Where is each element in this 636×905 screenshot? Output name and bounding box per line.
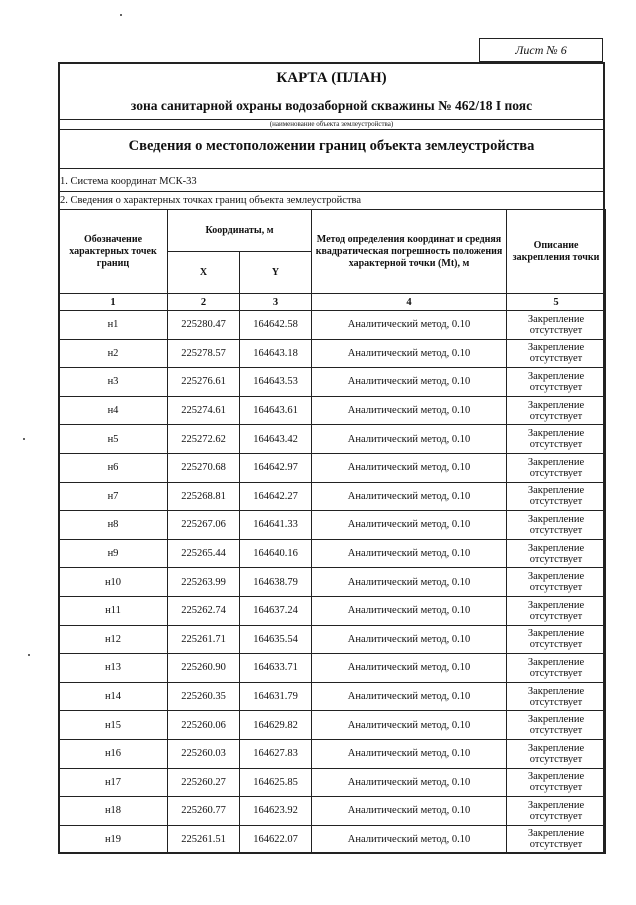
method-cell: Аналитический метод, 0.10	[312, 596, 507, 625]
point-id: н4	[59, 396, 168, 425]
document-subtitle: зона санитарной охраны водозаборной скважины № 462/18 I пояс	[130, 98, 533, 113]
fixing-description: Закрепление отсутствует	[507, 311, 606, 340]
x-coordinate: 225274.61	[168, 396, 240, 425]
fixing-description: Закрепление отсутствует	[507, 425, 606, 454]
x-coordinate: 225268.81	[168, 482, 240, 511]
point-id: н5	[59, 425, 168, 454]
y-coordinate: 164642.27	[240, 482, 312, 511]
fixing-description: Закрепление отсутствует	[507, 797, 606, 826]
fixing-description: Закрепление отсутствует	[507, 396, 606, 425]
divider	[58, 168, 605, 169]
point-id: н15	[59, 711, 168, 740]
y-coordinate: 164638.79	[240, 568, 312, 597]
table-row	[59, 396, 606, 425]
fixing-description: Закрепление отсутствует	[507, 739, 606, 768]
sheet-number-label: Лист № 6	[479, 38, 603, 62]
column-number: 3	[240, 294, 312, 311]
points-table	[58, 209, 606, 854]
point-id: н14	[59, 682, 168, 711]
table-row	[59, 625, 606, 654]
method-cell: Аналитический метод, 0.10	[312, 825, 507, 854]
point-id: н8	[59, 511, 168, 540]
point-id: н2	[59, 339, 168, 368]
x-coordinate: 225260.03	[168, 739, 240, 768]
table-row	[59, 682, 606, 711]
y-coordinate: 164631.79	[240, 682, 312, 711]
table-row	[59, 825, 606, 854]
y-coordinate: 164643.18	[240, 339, 312, 368]
header-description: Описание закрепления точки	[507, 210, 606, 294]
divider	[58, 191, 605, 192]
x-coordinate: 225280.47	[168, 311, 240, 340]
method-cell: Аналитический метод, 0.10	[312, 654, 507, 683]
method-cell: Аналитический метод, 0.10	[312, 568, 507, 597]
x-coordinate: 225260.27	[168, 768, 240, 797]
table-row	[59, 511, 606, 540]
x-coordinate: 225276.61	[168, 368, 240, 397]
table-row	[59, 568, 606, 597]
table-row	[59, 596, 606, 625]
x-coordinate: 225265.44	[168, 539, 240, 568]
fixing-description: Закрепление отсутствует	[507, 482, 606, 511]
point-id: н11	[59, 596, 168, 625]
coordinate-system-line: 1. Система координат МСК-33	[60, 176, 197, 187]
fixing-description: Закрепление отсутствует	[507, 682, 606, 711]
fixing-description: Закрепление отсутствует	[507, 368, 606, 397]
x-coordinate: 225261.51	[168, 825, 240, 854]
x-coordinate: 225260.06	[168, 711, 240, 740]
y-coordinate: 164622.07	[240, 825, 312, 854]
fixing-description: Закрепление отсутствует	[507, 568, 606, 597]
column-number: 4	[312, 294, 507, 311]
method-cell: Аналитический метод, 0.10	[312, 453, 507, 482]
y-coordinate: 164625.85	[240, 768, 312, 797]
y-coordinate: 164629.82	[240, 711, 312, 740]
y-coordinate: 164640.16	[240, 539, 312, 568]
table-row	[59, 539, 606, 568]
table-row	[59, 453, 606, 482]
fixing-description: Закрепление отсутствует	[507, 625, 606, 654]
y-coordinate: 164643.53	[240, 368, 312, 397]
point-id: н7	[59, 482, 168, 511]
column-number: 2	[168, 294, 240, 311]
y-coordinate: 164641.33	[240, 511, 312, 540]
method-cell: Аналитический метод, 0.10	[312, 539, 507, 568]
x-coordinate: 225260.35	[168, 682, 240, 711]
document-title: КАРТА (ПЛАН)	[276, 70, 387, 86]
section-title: Сведения о местоположении границ объекта землеустройства	[128, 138, 535, 154]
point-id: н10	[59, 568, 168, 597]
method-cell: Аналитический метод, 0.10	[312, 711, 507, 740]
x-coordinate: 225261.71	[168, 625, 240, 654]
method-cell: Аналитический метод, 0.10	[312, 739, 507, 768]
scan-speck	[28, 654, 30, 656]
point-id: н17	[59, 768, 168, 797]
header-designation: Обозначение характерных точек границ	[59, 210, 168, 294]
method-cell: Аналитический метод, 0.10	[312, 396, 507, 425]
method-cell: Аналитический метод, 0.10	[312, 425, 507, 454]
point-id: н16	[59, 739, 168, 768]
y-coordinate: 164637.24	[240, 596, 312, 625]
scan-speck	[23, 438, 25, 440]
table-row	[59, 768, 606, 797]
column-number: 1	[59, 294, 168, 311]
scan-speck	[120, 14, 122, 16]
x-coordinate: 225278.57	[168, 339, 240, 368]
divider	[58, 129, 605, 130]
method-cell: Аналитический метод, 0.10	[312, 625, 507, 654]
fixing-description: Закрепление отсутствует	[507, 511, 606, 540]
method-cell: Аналитический метод, 0.10	[312, 511, 507, 540]
point-id: н9	[59, 539, 168, 568]
table-row	[59, 797, 606, 826]
fixing-description: Закрепление отсутствует	[507, 654, 606, 683]
divider	[58, 119, 605, 120]
y-coordinate: 164627.83	[240, 739, 312, 768]
fixing-description: Закрепление отсутствует	[507, 711, 606, 740]
x-coordinate: 225260.77	[168, 797, 240, 826]
x-coordinate: 225263.99	[168, 568, 240, 597]
table-row	[59, 339, 606, 368]
method-cell: Аналитический метод, 0.10	[312, 368, 507, 397]
y-coordinate: 164642.58	[240, 311, 312, 340]
method-cell: Аналитический метод, 0.10	[312, 797, 507, 826]
point-id: н6	[59, 453, 168, 482]
header-x: X	[168, 252, 240, 294]
method-cell: Аналитический метод, 0.10	[312, 339, 507, 368]
point-id: н13	[59, 654, 168, 683]
points-info-line: 2. Сведения о характерных точках границ объекта землеустройства	[60, 195, 362, 206]
header-y: Y	[240, 252, 312, 294]
y-coordinate: 164642.97	[240, 453, 312, 482]
y-coordinate: 164643.42	[240, 425, 312, 454]
method-cell: Аналитический метод, 0.10	[312, 682, 507, 711]
fixing-description: Закрепление отсутствует	[507, 453, 606, 482]
header-method: Метод определения координат и средняя квадратическая погрешность положения характерной точки (Mt), м	[312, 210, 507, 294]
header-coordinates: Координаты, м	[168, 210, 312, 252]
table-row	[59, 311, 606, 340]
point-id: н12	[59, 625, 168, 654]
fixing-description: Закрепление отсутствует	[507, 539, 606, 568]
subtitle-caption: (наименование объекта землеустройства)	[269, 120, 394, 128]
method-cell: Аналитический метод, 0.10	[312, 768, 507, 797]
method-cell: Аналитический метод, 0.10	[312, 311, 507, 340]
table-row	[59, 368, 606, 397]
y-coordinate: 164633.71	[240, 654, 312, 683]
y-coordinate: 164643.61	[240, 396, 312, 425]
x-coordinate: 225262.74	[168, 596, 240, 625]
table-row	[59, 425, 606, 454]
point-id: н19	[59, 825, 168, 854]
fixing-description: Закрепление отсутствует	[507, 339, 606, 368]
fixing-description: Закрепление отсутствует	[507, 825, 606, 854]
table-row	[59, 739, 606, 768]
x-coordinate: 225272.62	[168, 425, 240, 454]
fixing-description: Закрепление отсутствует	[507, 596, 606, 625]
table-row	[59, 654, 606, 683]
column-number: 5	[507, 294, 606, 311]
y-coordinate: 164635.54	[240, 625, 312, 654]
x-coordinate: 225260.90	[168, 654, 240, 683]
method-cell: Аналитический метод, 0.10	[312, 482, 507, 511]
x-coordinate: 225267.06	[168, 511, 240, 540]
point-id: н1	[59, 311, 168, 340]
table-row	[59, 482, 606, 511]
point-id: н3	[59, 368, 168, 397]
point-id: н18	[59, 797, 168, 826]
x-coordinate: 225270.68	[168, 453, 240, 482]
fixing-description: Закрепление отсутствует	[507, 768, 606, 797]
table-row	[59, 711, 606, 740]
y-coordinate: 164623.92	[240, 797, 312, 826]
